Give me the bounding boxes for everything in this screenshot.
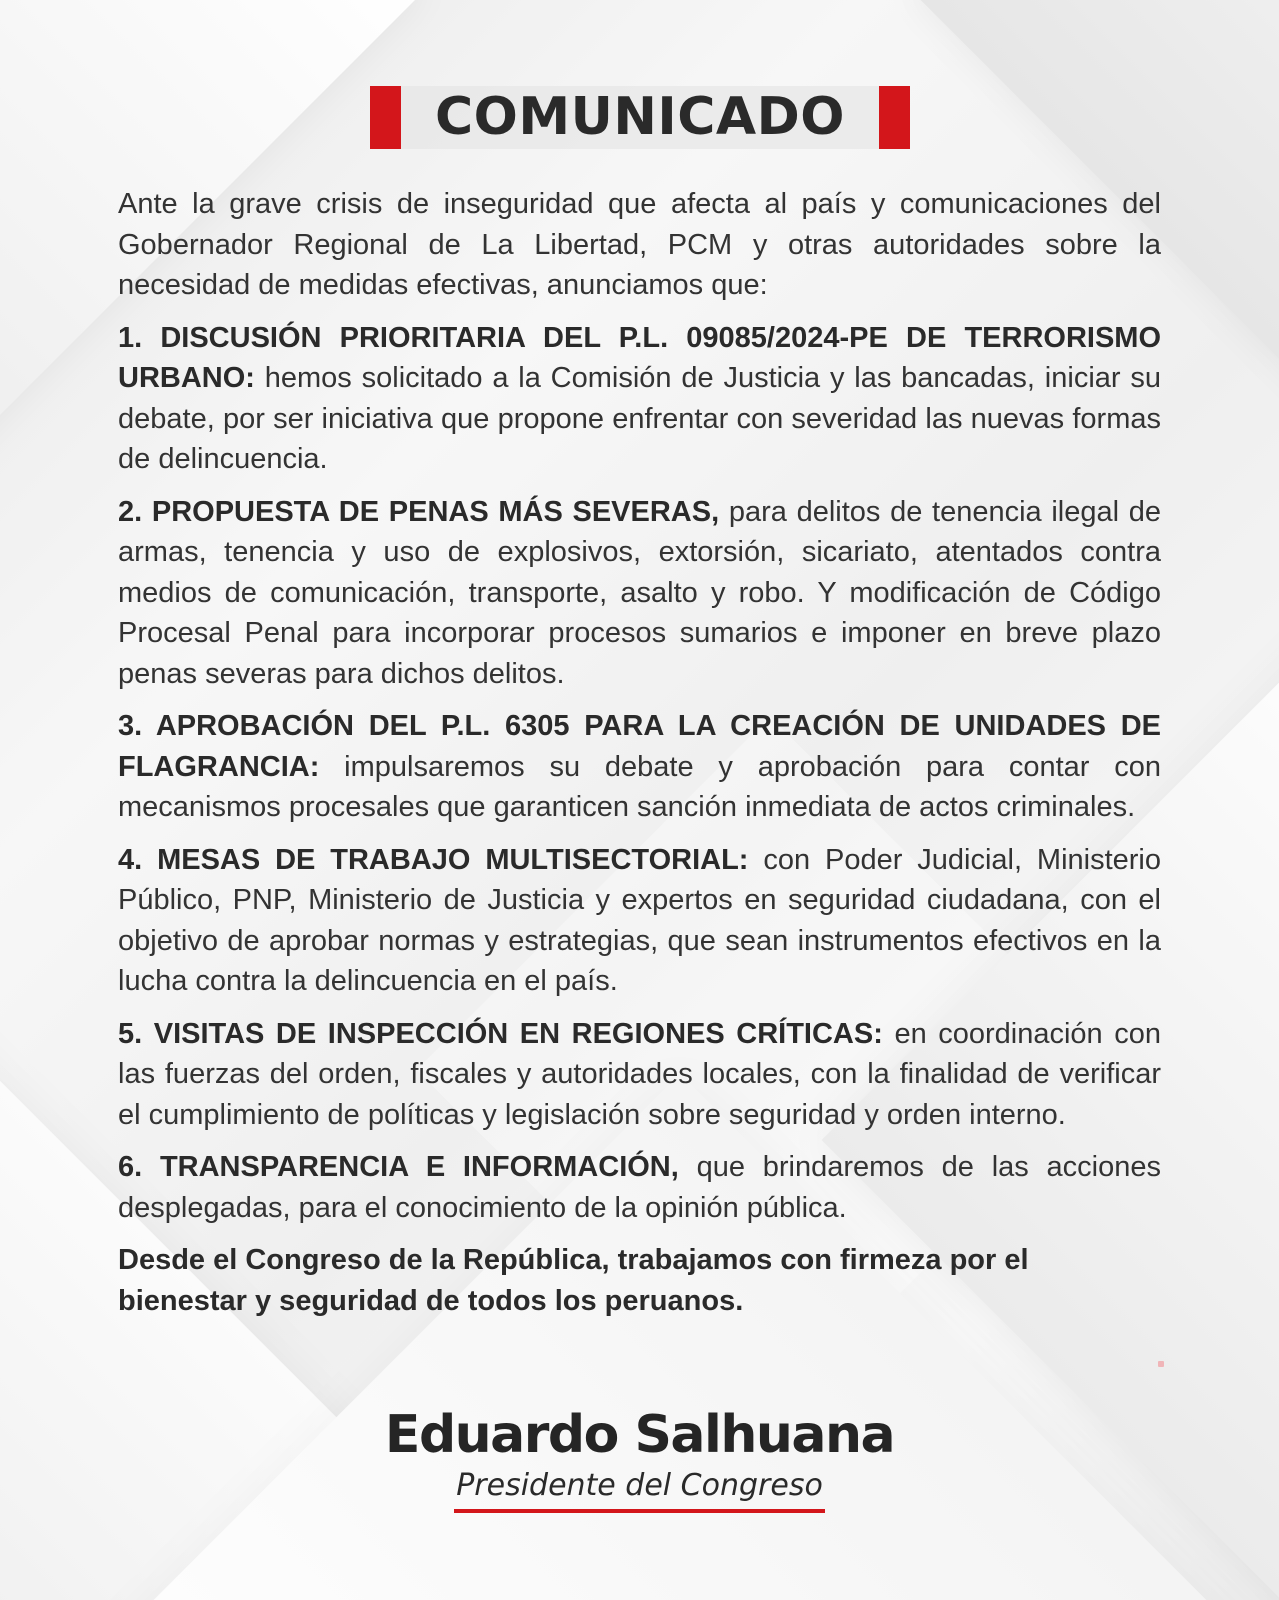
closing-statement: Desde el Congreso de la República, trabajamos con firmeza por el bienestar y seguridad de todos los peruanos. [118,1244,1029,1317]
item-5 [118,1014,1161,1136]
item-3-text: impulsaremos su debate y aprobación para contar con mecanismos procesales que garanticen sanción inmediata de actos criminales. [118,750,1162,823]
item-2-text: para delitos de tenencia ilegal de armas, tenencia y uso de explosivos, extorsión, sicariato, atentados contra medios de comunicación, transporte, asalto y robo. Y modificación de Código Procesal Penal para incorporar procesos sumarios e imponer en breve plazo penas severas para dichos delitos. [118,495,1162,690]
signatory-name: Eduardo Salhuana [384,1405,895,1465]
item-4-text: con Poder Judicial, Ministerio Público, PNP, Ministerio de Justicia y expertos en seguridad ciudadana, con el objetivo de aprobar normas y estrategias, que sean instrumentos efectivos en la lucha contra la delincuencia en el país. [118,843,1162,997]
title-banner [370,86,910,150]
item-2-heading: 2. PROPUESTA DE PENAS MÁS SEVERAS, [118,495,720,528]
intro-paragraph: Ante la grave crisis de inseguridad que afecta al país y comunicaciones del Gobernador Regional de La Libertad, PCM y otras autoridades sobre la necesidad de medidas efectivas, anunciamos que: [118,188,1161,301]
item-1-heading: 1. DISCUSIÓN PRIORITARIA DEL P.L. 09085/2024-PE DE TERRORISMO URBANO: [118,321,1161,394]
item-1-text: hemos solicitado a la Comisión de Justicia y las bancadas, iniciar su debate, por ser iniciativa que propone enfrentar con severidad las nuevas formas de delincuencia. [118,362,1161,475]
signature-block [0,1405,1279,1513]
page-title: COMUNICADO [435,87,845,147]
title-accent-bar-left [370,86,401,149]
item-2 [118,492,1161,695]
communique-body [118,184,1161,1333]
item-6-text: que brindaremos de las acciones desplegadas, para el conocimiento de la opinión pública. [118,1151,1161,1224]
item-6 [118,1147,1161,1228]
title-accent-bar-right [879,86,910,149]
item-5-heading: 5. VISITAS DE INSPECCIÓN EN REGIONES CRÍTICAS: [118,1017,883,1050]
decorative-dot [1158,1361,1164,1367]
item-6-heading: 6. TRANSPARENCIA E INFORMACIÓN, [118,1151,679,1183]
item-5-text: en coordinación con las fuerzas del orden, fiscales y autoridades locales, con la finalidad de verificar el cumplimiento de políticas y legislación sobre seguridad y orden interno. [118,1017,1161,1131]
item-1 [118,318,1161,480]
item-4-heading: 4. MESAS DE TRABAJO MULTISECTORIAL: [118,843,749,876]
item-4 [118,840,1161,1002]
signatory-role: Presidente del Congreso [454,1467,825,1513]
item-3-heading: 3. APROBACIÓN DEL P.L. 6305 PARA LA CREACIÓN DE UNIDADES DE FLAGRANCIA: [118,710,1161,783]
item-3 [118,706,1161,828]
